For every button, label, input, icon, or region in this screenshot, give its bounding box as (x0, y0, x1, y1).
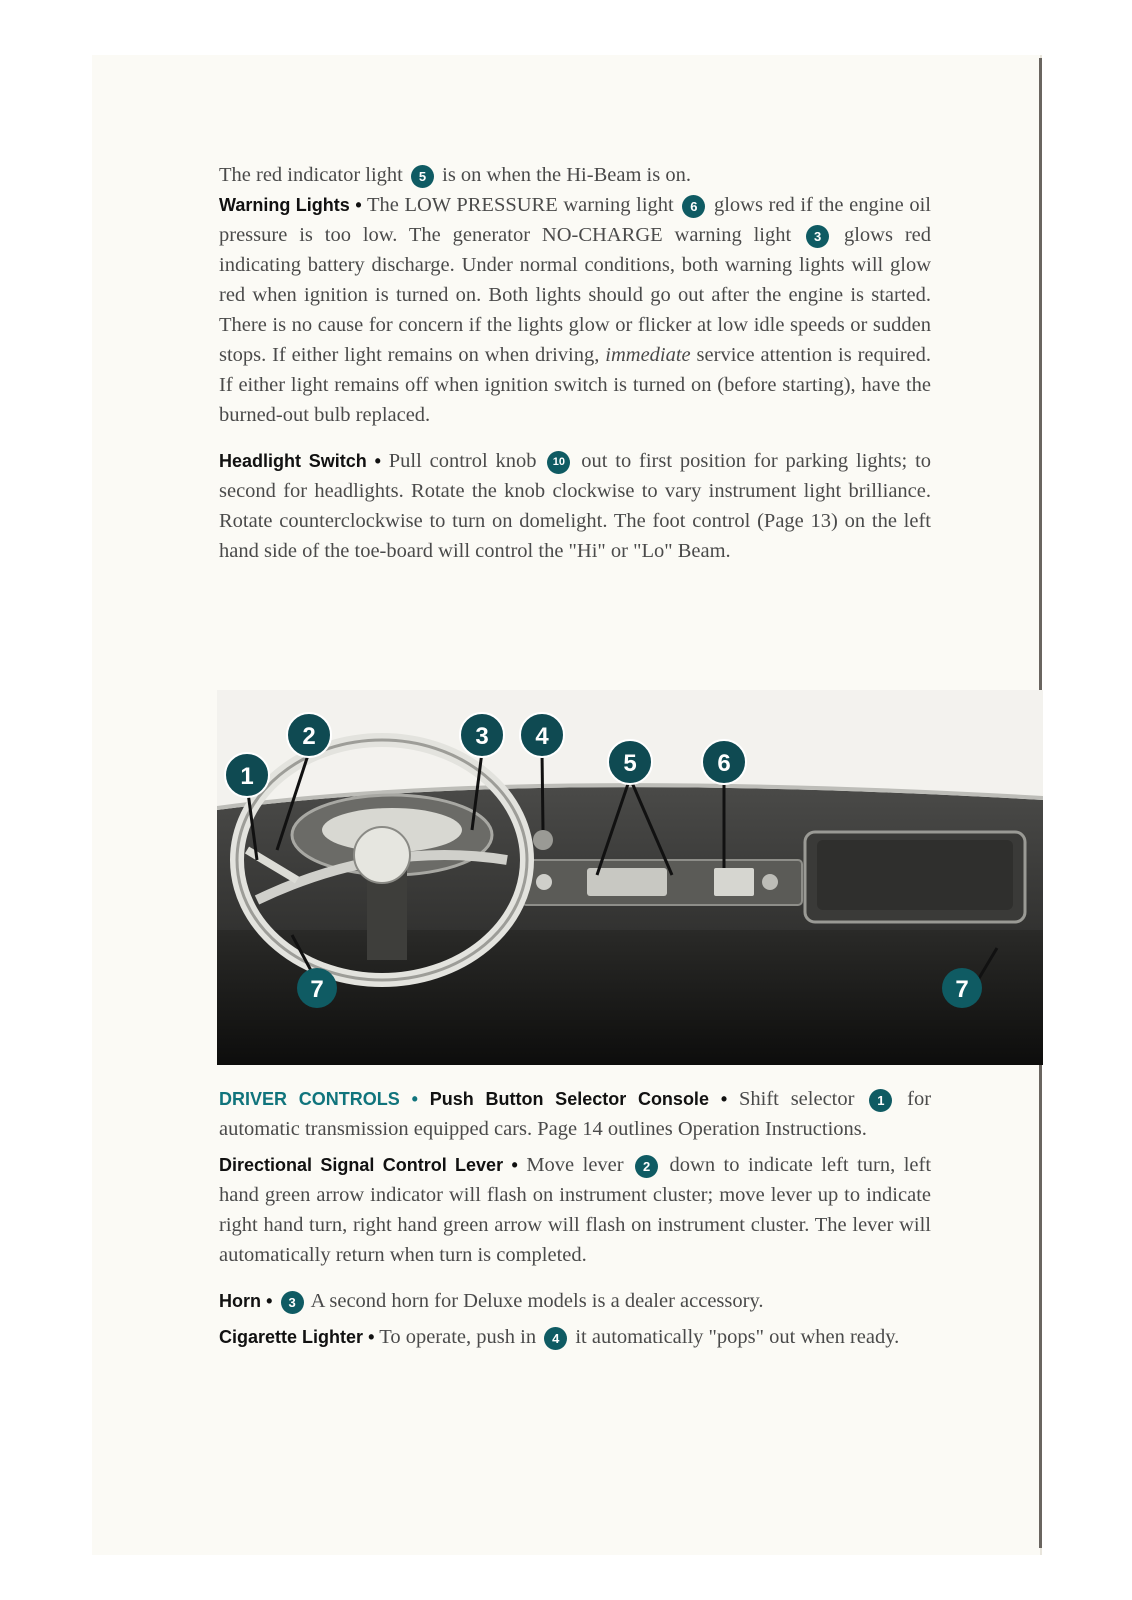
headlight-switch-heading: Headlight Switch (219, 451, 367, 471)
callout-7-left-label: 7 (310, 976, 324, 1003)
callout-6-label: 6 (717, 750, 731, 777)
callout-badge: 2 (635, 1155, 658, 1178)
headlight-text-b: out to first position for parking lights; to second for headlights. Rotate the knob clockwise to vary instrument light brilliance. Rotate counterclockwise to turn on domelight. The foot control (Page 13) on the left hand side of the toe-board will control the "Hi" or "Lo" Beam. (219, 450, 932, 562)
horn-heading: Horn (219, 1291, 261, 1311)
console-text-a: Shift selector (738, 1088, 855, 1110)
callout-badge: 6 (682, 195, 705, 218)
hibeam-paragraph (219, 160, 931, 190)
driver-controls-heading: DRIVER CONTROLS (219, 1089, 400, 1109)
directional-signal-paragraph (219, 1150, 931, 1270)
driver-controls-paragraph (219, 1084, 931, 1144)
dashboard-illustration (217, 690, 1043, 1065)
callout-badge: 3 (281, 1291, 304, 1314)
signal-text-a: Move lever (526, 1154, 624, 1176)
dashboard-photo (217, 690, 1043, 1065)
callout-7-right-label: 7 (955, 976, 969, 1003)
callout-5-label: 5 (623, 750, 637, 777)
warning-text-d: service attention is required. If either light remains off when ignition switch is turned on (before starting), have the burned-out bulb replaced. (219, 344, 932, 426)
hibeam-text-b: is on when the Hi-Beam is on. (442, 164, 691, 186)
bullet-separator: • (368, 1327, 375, 1347)
upper-text (219, 160, 931, 582)
signal-text-b: down to indicate left turn, left hand green arrow indicator will flash on instrument cluster; move lever up to indicate right hand turn, right hand green arrow will flash on instrument cluster. The lever will automatically return when turn is completed. (219, 1154, 932, 1266)
bullet-separator: • (355, 195, 362, 215)
callout-badge: 10 (547, 451, 570, 474)
console-text-b: for automatic transmission equipped cars. Page 14 outlines Operation Instructions. (219, 1088, 932, 1140)
bullet-separator: • (511, 1155, 518, 1175)
headlight-text-a: Pull control knob (388, 450, 537, 472)
bullet-separator: • (374, 451, 381, 471)
warning-text-b: glows red if the engine oil pressure is too low. The generator NO-CHARGE warning light (219, 194, 931, 246)
callout-4-label: 4 (535, 723, 549, 750)
bullet-separator: • (411, 1089, 418, 1109)
cigarette-lighter-paragraph (219, 1322, 931, 1352)
horn-paragraph (219, 1286, 931, 1316)
emphasis-word: immediate (605, 344, 691, 366)
callout-1-label: 1 (240, 763, 254, 790)
lighter-text-b: it automatically "pops" out when ready. (575, 1326, 900, 1348)
lighter-text-a: To operate, push in (379, 1326, 537, 1348)
bullet-separator: • (720, 1089, 728, 1109)
warning-text-c: glows red indicating battery discharge. Under normal conditions, both warning lights will glow red when ignition is turned on. Both lights should go out after the engine is started. There is no cause for concern if the lights glow or flicker at low idle speeds or sudden stops. If either light remains on when driving, (219, 224, 932, 366)
warning-text-a: The LOW PRESSURE warning light (366, 194, 674, 216)
callout-3-label: 3 (475, 723, 489, 750)
directional-signal-heading: Directional Signal Control Lever (219, 1155, 504, 1175)
callout-badge: 4 (544, 1327, 567, 1350)
callout-badge: 1 (869, 1089, 892, 1112)
callout-badge: 3 (806, 225, 829, 248)
hibeam-text-a: The red indicator light (219, 164, 403, 186)
callout-badge: 5 (411, 165, 434, 188)
lower-text (219, 1084, 931, 1368)
bullet-separator: • (266, 1291, 273, 1311)
warning-lights-heading: Warning Lights (219, 195, 350, 215)
callout-2-label: 2 (302, 723, 316, 750)
selector-console-heading: Push Button Selector Console (429, 1089, 709, 1109)
horn-text: A second horn for Deluxe models is a dealer accessory. (310, 1290, 764, 1312)
cigarette-lighter-heading: Cigarette Lighter (219, 1327, 364, 1347)
warning-lights-paragraph (219, 190, 931, 430)
headlight-switch-paragraph (219, 446, 931, 566)
